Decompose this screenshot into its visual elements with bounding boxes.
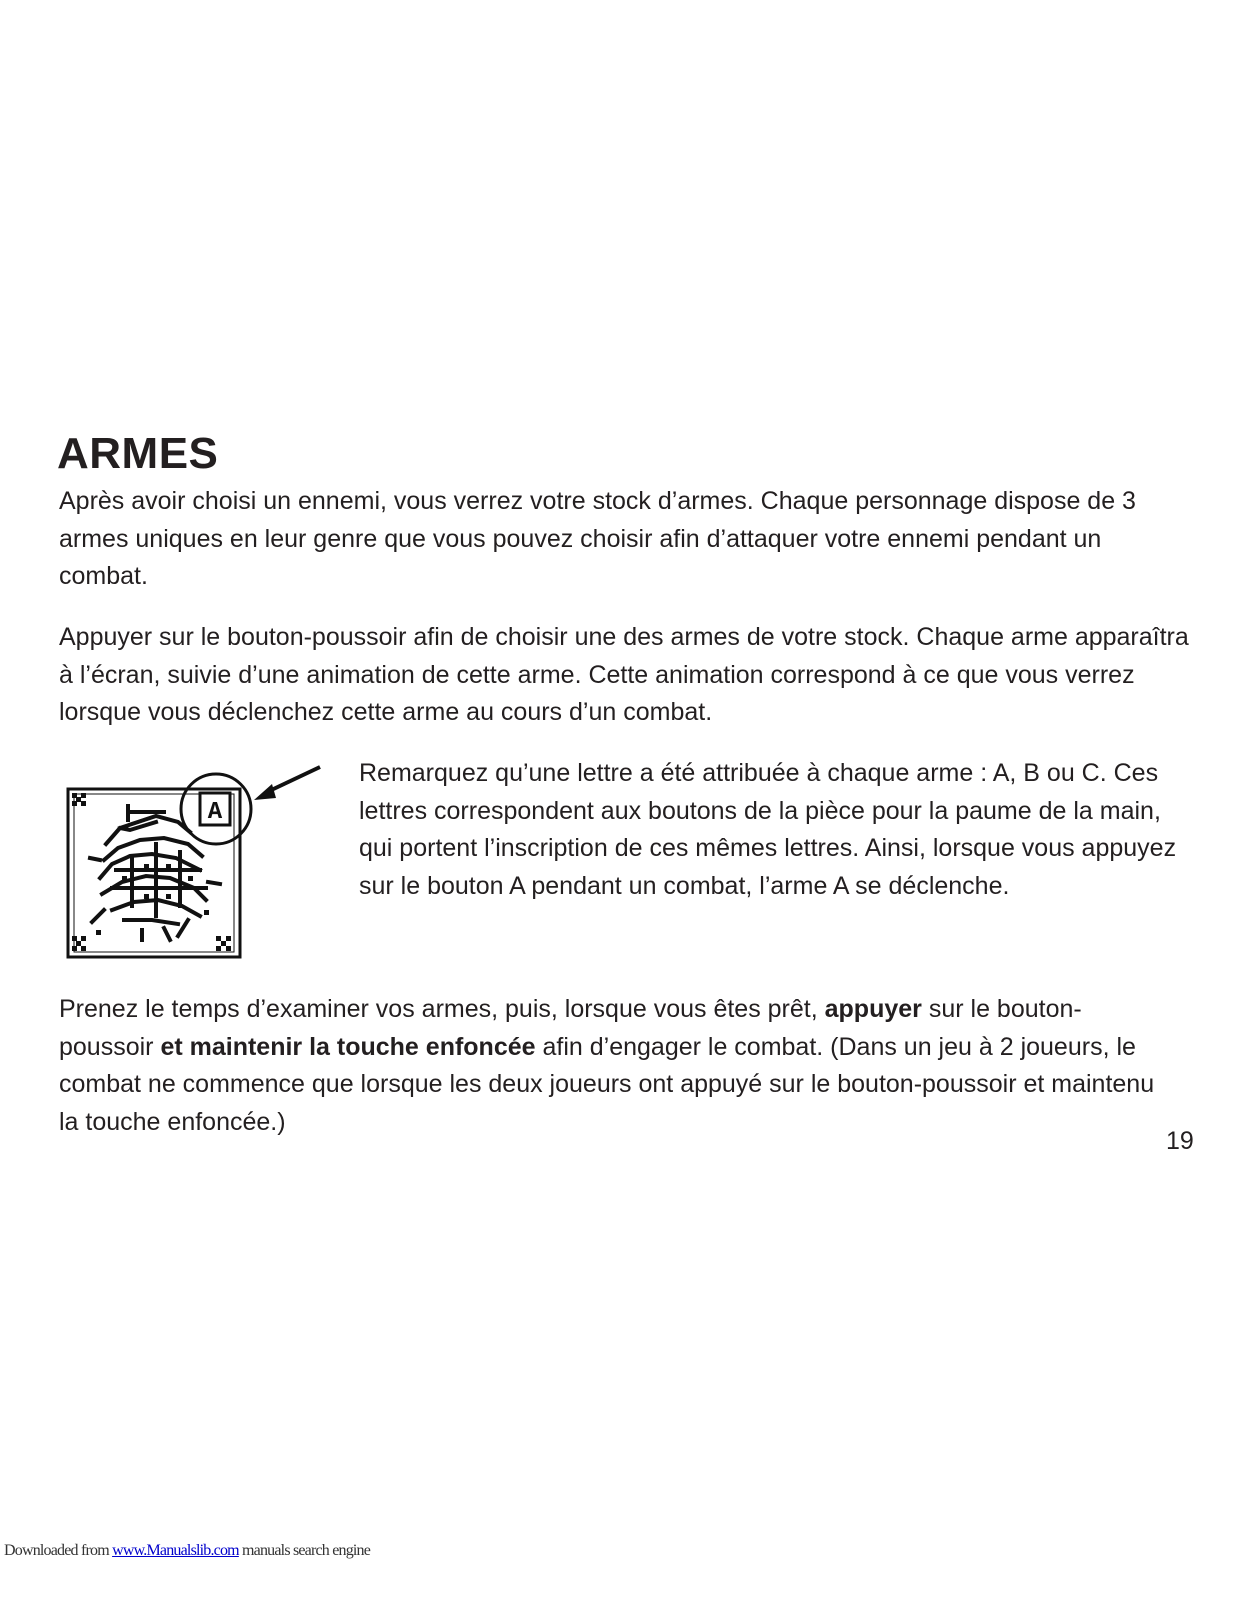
paragraph-letters: Remarquez qu’une lettre a été attribuée à chaque arme : A, B ou C. Ces lettres correspondent aux boutons de la pièce pour la paume de la main, qui portent l’inscription de ces mêmes lettres. Ainsi, lorsque vous appuyez sur le bouton A pendant un combat, l’arme A se déclenche.: [359, 759, 1177, 900]
page-title: ARMES: [57, 429, 219, 478]
weapon-letter: A: [207, 799, 223, 826]
p4-bold-2: et maintenir la touche enfoncée: [160, 1032, 536, 1061]
paragraph-intro: Après avoir choisi un ennemi, vous verrez votre stock d’armes. Chaque personnage dispose de 3 armes uniques en leur genre que vous pouvez choisir afin d’attaquer votre ennemi pendant un combat.: [59, 487, 1136, 590]
p4-bold-1: appuyer: [824, 995, 922, 1023]
lcd-screen-illustration: [60, 760, 330, 965]
paragraph-selection: Appuyer sur le bouton-poussoir afin de choisir une des armes de votre stock. Chaque arme apparaîtra à l’écran, suivie d’une animation de cette arme. Cette animation correspond à ce que vous verrez lorsque vous déclenchez cette arme au cours d’un combat.: [59, 623, 1189, 726]
p4-text-3: afin d’engager le combat. (Dans un jeu à 2 joueurs, le combat ne commence que lorsque les deux joueurs ont appuyé sur le bouton-poussoir et maintenu la touche enfoncée.): [59, 1032, 1155, 1136]
page-number: 19: [1166, 1127, 1194, 1155]
manualslib-link[interactable]: www.Manualslib.com: [112, 1542, 239, 1559]
download-footer: [4, 1541, 370, 1561]
p4-text-1: Prenez le temps d’examiner vos armes, puis, lorsque vous êtes prêt,: [59, 995, 825, 1023]
footer-prefix: Downloaded from: [4, 1542, 113, 1559]
weapon-screen-figure: [60, 760, 330, 965]
footer-suffix: manuals search engine: [238, 1542, 371, 1559]
arrow-head-icon: [254, 784, 276, 800]
p4-text-2: sur le bouton-poussoir: [59, 995, 1082, 1061]
paragraph-start-combat: [59, 991, 1169, 1141]
